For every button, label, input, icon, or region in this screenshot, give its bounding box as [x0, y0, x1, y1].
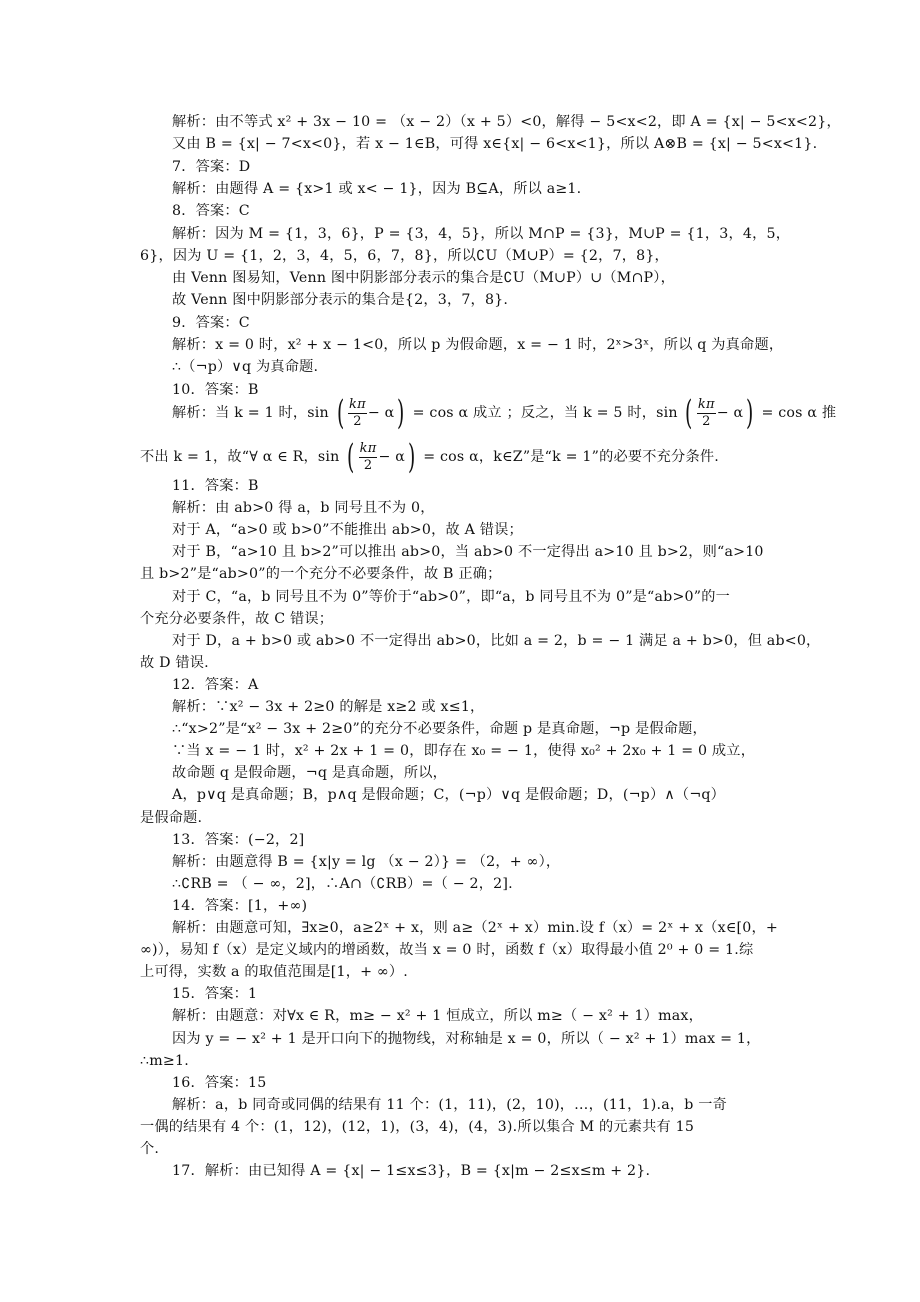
q10-text-a: 解析：当 k = 1 时，sin [172, 405, 329, 421]
text-line: 且 b>2”是“ab>0”的一个充分不必要条件，故 B 正确； [140, 566, 502, 583]
text-line: 13．答案：(−2，2] [172, 831, 305, 848]
text-line: 对于 C，“a，b 同号且不为 0”等价于“ab>0”，即“a，b 同号且不为 0”是“ab>0”的一 [172, 588, 730, 605]
text-line: 故 Venn 图中阴影部分表示的集合是{2，3，7，8}. [172, 292, 509, 309]
text-line: 17．解析：由已知得 A = {x| − 1≤x≤3}，B = {x|m − 2≤x≤m + 2}. [172, 1163, 651, 1180]
text-line: 对于 B，“a>10 且 b>2”可以推出 ab>0，当 ab>0 不一定得出 a>10 且 b>2，则“a>10 [172, 544, 764, 561]
text-line: ∴“x>2”是“x² − 3x + 2≥0”的充分不必要条件，命题 p 是真命题，¬p 是假命题， [172, 721, 707, 738]
text-line: 10．答案：B [172, 381, 259, 398]
text-line: 14．答案：[1，+∞) [172, 897, 308, 914]
text-line: 个充分必要条件，故 C 错误； [140, 610, 334, 627]
text-line: ∴m≥1. [140, 1052, 189, 1069]
text-line: 15．答案：1 [172, 986, 258, 1003]
text-line: 9．答案：C [172, 314, 250, 331]
text-line: 解析：由题意：对∀x ∈ R，m≥ − x² + 1 恒成立，所以 m≥（ − x² + 1）max， [172, 1008, 704, 1025]
text-line: 8．答案：C [172, 203, 250, 220]
q10-text-c: = cos α 推 [761, 405, 837, 421]
text-line: 上可得，实数 a 的取值范围是[1，+ ∞）. [140, 964, 408, 981]
text-line: 解析：由 ab>0 得 a，b 同号且不为 0， [172, 500, 435, 517]
text-line: 解析：x = 0 时，x² + x − 1<0，所以 p 为假命题，x = − 1 时，2ˣ>3ˣ，所以 q 为真命题， [172, 337, 784, 353]
text-line: 又由 B = {x| − 7<x<0}，若 x − 1∈B，可得 x∈{x| − 6<x<1}，所以 A⊗B = {x| − 5<x<1}. [172, 136, 818, 153]
text-line: 6}，因为 U = {1，2，3，4，5，6，7，8}，所以∁U（M∪P）= {2，7，8}， [140, 247, 669, 264]
text-line: ∞)），易知 f（x）是定义域内的增函数，故当 x = 0 时，函数 f（x）取得最小值 2⁰ + 0 = 1.综 [140, 942, 754, 959]
text-line: 个. [140, 1141, 160, 1157]
text-line: 解析：由题意可知，∃x≥0，a≥2ˣ + x，则 a≥（2ˣ + x）min.设 f（x）= 2ˣ + x（x∈[0，+ [172, 920, 778, 936]
text-line: 是假命题. [140, 809, 203, 826]
q10-analysis-line-2: 不出 k = 1，故“∀ α ∈ R，sin ( $\frac{k\pi}{2}$ − α) = cos α，k∈Z”是“k = 1”的必要不充分条件. [140, 437, 719, 477]
text-line: 一偶的结果有 4 个：(1，12)，(12，1)，(3，4)，(4，3).所以集合 M 的元素共有 15 [140, 1118, 695, 1135]
text-line: 对于 A，“a>0 或 b>0”不能推出 ab>0，故 A 错误； [172, 522, 523, 539]
text-line: 11．答案：B [172, 478, 259, 494]
fraction-k-pi-over-2: $\frac{k\pi}{2}$ [697, 396, 715, 429]
text-line: 7．答案：D [172, 158, 251, 175]
text-line: 16．答案：15 [172, 1074, 267, 1091]
text-line: 解析：因为 M = {1，3，6}，P = {3，4，5}，所以 M∩P = {3}，M∪P = {1，3，4，5， [172, 225, 791, 242]
text-line: 因为 y = − x² + 1 是开口向下的抛物线，对称轴是 x = 0，所以（ − x² + 1）max = 1， [172, 1030, 761, 1047]
text-line: 解析：由不等式 x² + 3x − 10 = （x − 2）（x + 5）<0，解得 − 5<x<2，即 A = {x| − 5<x<2}， [172, 114, 841, 130]
text-line: 解析：a，b 同奇或同偶的结果有 11 个：(1，11)，(2，10)，…，(11，1).a，b 一奇 [172, 1096, 728, 1113]
text-line: ∴∁RB = （ − ∞，2]，∴A∩（∁RB）=（ − 2，2]. [172, 875, 513, 892]
q10-analysis-line-1: 解析：当 k = 1 时，sin ( $\frac{k\pi}{2}$ − α) = cos α 成立 ；反之，当 k = 5 时，sin ( $\frac{k\pi}{2}$ − α) = cos α 推 [172, 393, 837, 433]
text-line: A，p∨q 是真命题；B，p∧q 是假命题；C，(¬p）∨q 是假命题；D，(¬p）∧（¬q） [172, 787, 726, 804]
q10-text-d: 不出 k = 1，故“∀ α ∈ R，sin [140, 449, 340, 465]
text-line: 故命题 q 是假命题，¬q 是真命题，所以， [172, 765, 447, 782]
text-line: ∵当 x = − 1 时，x² + 2x + 1 = 0，即存在 x₀ = − 1，使得 x₀² + 2x₀ + 1 = 0 成立， [172, 743, 756, 760]
q10-text-b: = cos α 成立 ；反之，当 k = 5 时，sin [412, 405, 678, 421]
text-line: 解析：由题得 A = {x>1 或 x< − 1}，因为 B⊆A，所以 a≥1. [172, 180, 582, 197]
text-line: 故 D 错误. [140, 654, 209, 671]
fraction-k-pi-over-2: $\frac{k\pi}{2}$ [349, 396, 366, 429]
text-line: 解析：∵x² − 3x + 2≥0 的解是 x≥2 或 x≤1， [172, 699, 485, 715]
text-line: 对于 D，a + b>0 或 ab>0 不一定得出 ab>0，比如 a = 2，b = − 1 满足 a + b>0，但 ab<0， [172, 632, 821, 649]
text-line: 由 Venn 图易知，Venn 图中阴影部分表示的集合是∁U（M∪P）∪（M∩P）， [172, 270, 675, 287]
text-line: 解析：由题意得 B = {x|y = lg （x − 2）} = （2，+ ∞）， [172, 853, 561, 870]
fraction-k-pi-over-2: $\frac{k\pi}{2}$ [359, 440, 377, 473]
text-line: ∴（¬p）∨q 为真命题. [172, 359, 319, 376]
q10-text-e: = cos α，k∈Z”是“k = 1”的必要不充分条件. [423, 449, 719, 465]
text-line: 12．答案：A [172, 676, 259, 693]
